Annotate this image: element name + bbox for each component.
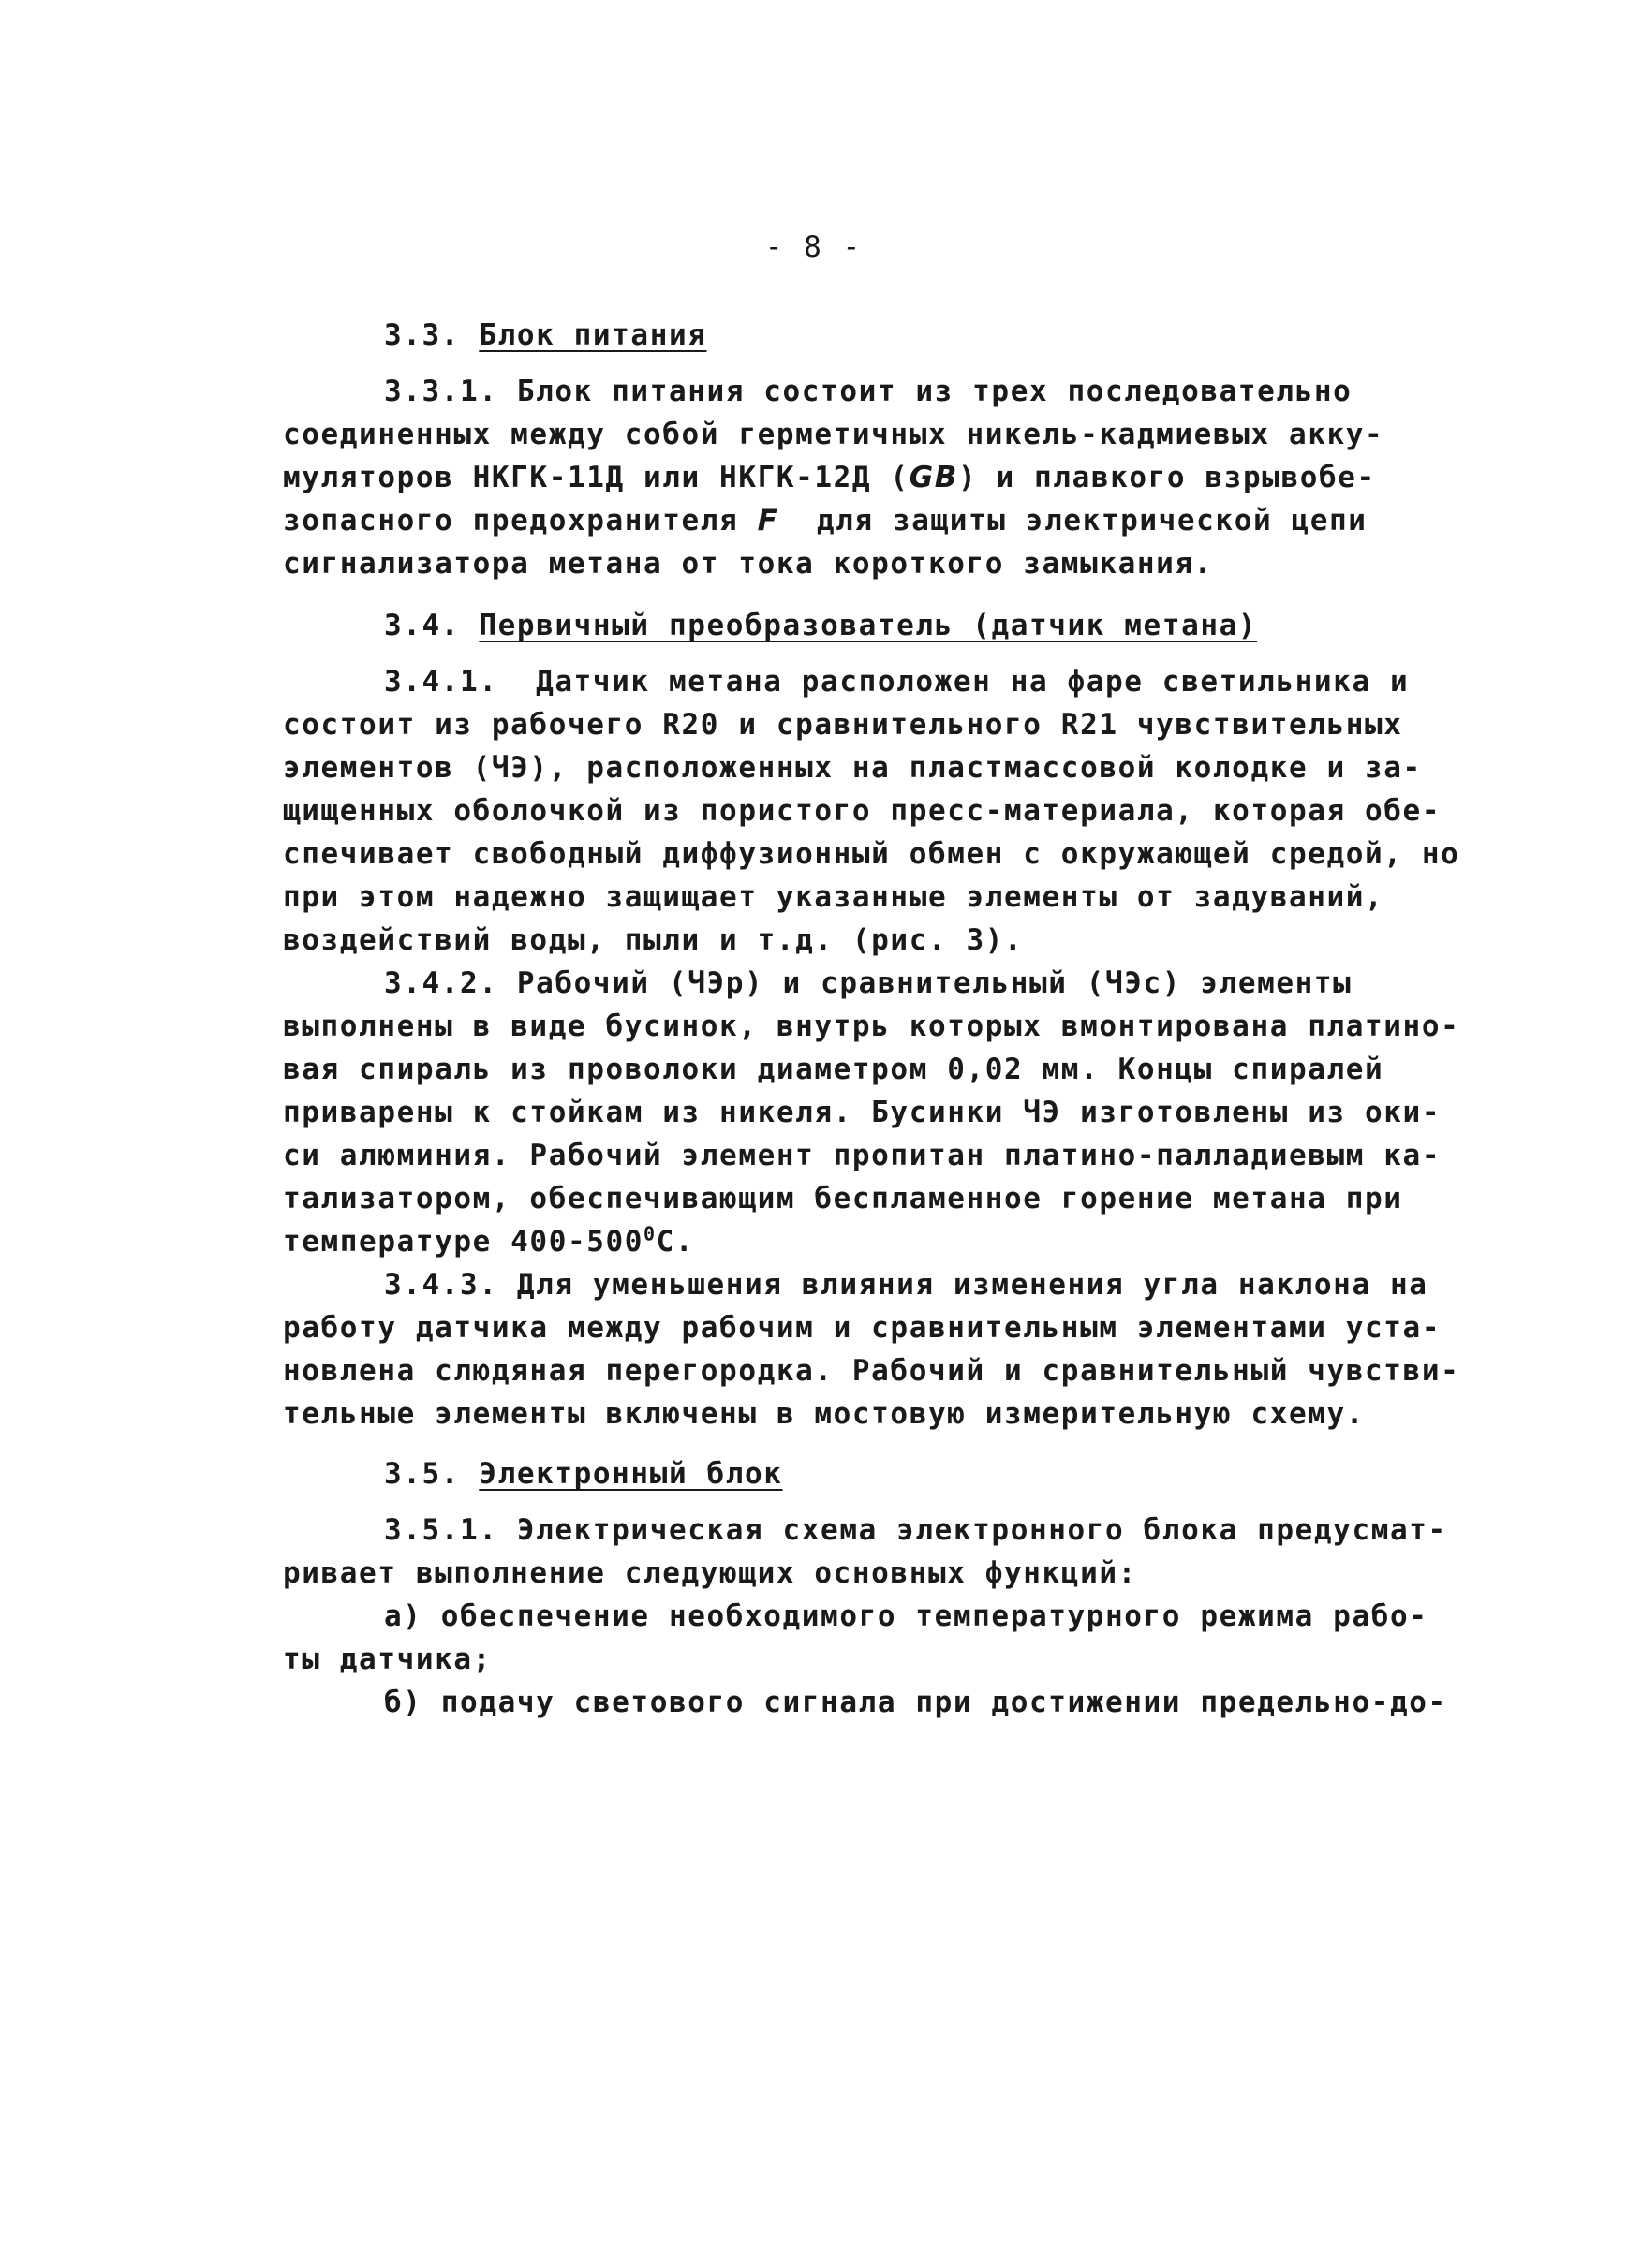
text-line: 3.5.1. Электрическая схема электронного блока предусмат- [384, 1513, 1447, 1547]
text-line: выполнены в виде бусинок, внутрь которых вмонтирована платино- [283, 1009, 1460, 1043]
text-line: 3.3.1. Блок питания состоит из трех последовательно [384, 375, 1353, 408]
text-line [283, 504, 1368, 538]
list-item: б) подачу светового сигнала при достижении предельно-до- [384, 1686, 1447, 1719]
text-line: состоит из рабочего R20 и сравнительного R21 чувствительных [283, 708, 1403, 742]
section-3-5-title: Электронный блок [479, 1457, 783, 1491]
degree-superscript: 0 [643, 1222, 657, 1245]
text-line: воздействий воды, пыли и т.д. (рис. 3). [283, 923, 1024, 957]
text-fragment: для защиты электрической цепи [778, 504, 1368, 538]
text-fragment: муляторов НКГК-11Д или НКГК-12Д ( [283, 461, 910, 494]
text-line: спечивает свободный диффузионный обмен с окружающей средой, но [283, 837, 1460, 871]
text-fragment: зопасного предохранителя [283, 504, 758, 538]
page-number: - 8 - [764, 230, 863, 264]
text-line: 3.4.2. Рабочий (ЧЭр) и сравнительный (ЧЭс) элементы [384, 966, 1353, 1000]
section-3-5-number: 3.5. [384, 1457, 480, 1491]
text-line: приварены к стойкам из никеля. Бусинки ЧЭ изготовлены из оки- [283, 1096, 1442, 1129]
section-3-4-number: 3.4. [384, 609, 480, 642]
text-line: элементов (ЧЭ), расположенных на пластмассовой колодке и за- [283, 751, 1422, 785]
list-item: а) обеспечение необходимого температурного режима рабо- [384, 1599, 1428, 1633]
section-3-4-title: Первичный преобразователь (датчик метана) [479, 609, 1258, 642]
text-line: сигнализатора метана от тока короткого замыкания. [283, 547, 1213, 581]
section-3-3-title: Блок питания [479, 318, 707, 352]
text-line: работу датчика между рабочим и сравнительным элементами уста- [283, 1311, 1442, 1345]
text-line: ривает выполнение следующих основных функций: [283, 1556, 1137, 1590]
text-line: тельные элементы включены в мостовую измерительную схему. [283, 1397, 1366, 1431]
text-line: тализатором, обеспечивающим беспламенное горение метана при [283, 1182, 1403, 1215]
section-3-3-heading [384, 318, 707, 352]
section-3-5-heading [384, 1457, 783, 1491]
symbol-gb: GB [909, 461, 958, 494]
symbol-f: F [757, 504, 779, 538]
text-fragment: С. [656, 1225, 695, 1259]
section-3-3-number: 3.3. [384, 318, 480, 352]
text-line: вая спираль из проволоки диаметром 0,02 мм. Концы спиралей [283, 1053, 1384, 1086]
text-line: соединенных между собой герметичных никель-кадмиевых акку- [283, 418, 1384, 451]
text-fragment: ) и плавкого взрывобе- [957, 461, 1376, 494]
text-line: 3.4.1. Датчик метана расположен на фаре светильника и [384, 665, 1410, 699]
text-fragment: температуре 400-500 [283, 1225, 644, 1259]
text-line [283, 461, 1376, 494]
text-line: 3.4.3. Для уменьшения влияния изменения угла наклона на [384, 1268, 1428, 1302]
text-line: новлена слюдяная перегородка. Рабочий и сравнительный чувстви- [283, 1354, 1460, 1388]
text-line: щищенных оболочкой из пористого пресс-материала, которая обе- [283, 794, 1442, 828]
text-line: ты датчика; [283, 1642, 492, 1676]
text-line: при этом надежно защищает указанные элементы от задуваний, [283, 880, 1384, 914]
text-line: си алюминия. Рабочий элемент пропитан платино-палладиевым ка- [283, 1139, 1442, 1172]
text-line [283, 1222, 695, 1259]
section-3-4-heading [384, 609, 1257, 642]
